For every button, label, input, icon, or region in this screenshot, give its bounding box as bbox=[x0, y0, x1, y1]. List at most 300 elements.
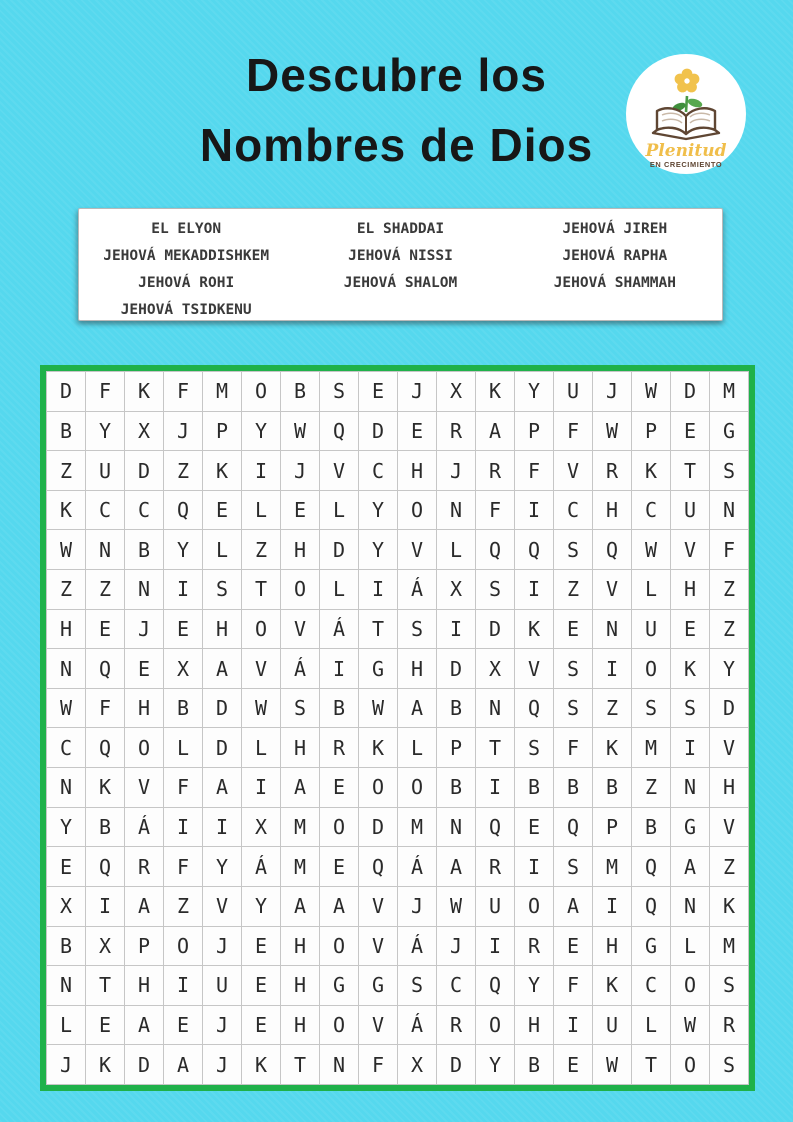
grid-cell: I bbox=[437, 610, 476, 650]
grid-cell: X bbox=[437, 570, 476, 610]
grid-cell: H bbox=[281, 1006, 320, 1046]
grid-cell: H bbox=[125, 966, 164, 1006]
grid-cell: Z bbox=[710, 570, 749, 610]
grid-cell: Y bbox=[710, 649, 749, 689]
grid-cell: Y bbox=[203, 847, 242, 887]
grid-cell: J bbox=[398, 887, 437, 927]
grid-cell: N bbox=[86, 530, 125, 570]
grid-cell: R bbox=[515, 927, 554, 967]
grid-cell: U bbox=[554, 372, 593, 412]
grid-cell: K bbox=[242, 1045, 281, 1085]
grid-cell: X bbox=[476, 649, 515, 689]
grid-cell: I bbox=[476, 927, 515, 967]
grid-cell: R bbox=[476, 847, 515, 887]
grid-cell: F bbox=[710, 530, 749, 570]
grid-cell: Q bbox=[476, 966, 515, 1006]
grid-cell: V bbox=[710, 808, 749, 848]
grid-cell: E bbox=[320, 768, 359, 808]
logo-graphic bbox=[624, 52, 748, 176]
grid-cell: F bbox=[164, 847, 203, 887]
grid-cell: D bbox=[203, 689, 242, 729]
grid-cell: Q bbox=[164, 491, 203, 531]
grid-cell: I bbox=[593, 887, 632, 927]
grid-cell: Z bbox=[554, 570, 593, 610]
puzzle-frame bbox=[40, 365, 755, 1091]
grid-cell: Q bbox=[593, 530, 632, 570]
grid-cell: K bbox=[47, 491, 86, 531]
grid-cell: L bbox=[242, 491, 281, 531]
grid-cell: H bbox=[203, 610, 242, 650]
grid-cell: F bbox=[164, 372, 203, 412]
grid-cell: S bbox=[203, 570, 242, 610]
grid-cell: Q bbox=[632, 847, 671, 887]
grid-cell: Q bbox=[515, 689, 554, 729]
grid-cell: O bbox=[476, 1006, 515, 1046]
grid-cell: D bbox=[476, 610, 515, 650]
grid-cell: R bbox=[125, 847, 164, 887]
grid-cell: V bbox=[398, 530, 437, 570]
grid-cell: G bbox=[632, 927, 671, 967]
grid-cell: J bbox=[593, 372, 632, 412]
grid-cell: K bbox=[593, 728, 632, 768]
grid-cell: S bbox=[554, 689, 593, 729]
grid-cell: Á bbox=[242, 847, 281, 887]
grid-cell: C bbox=[632, 491, 671, 531]
grid-cell: W bbox=[281, 412, 320, 452]
grid-cell: O bbox=[320, 1006, 359, 1046]
grid-cell: L bbox=[632, 570, 671, 610]
grid-cell: H bbox=[593, 927, 632, 967]
grid-cell: M bbox=[710, 927, 749, 967]
word-item: EL ELYON bbox=[151, 221, 222, 237]
grid-cell: F bbox=[164, 768, 203, 808]
grid-cell: T bbox=[671, 451, 710, 491]
grid-cell: H bbox=[47, 610, 86, 650]
word-item: JEHOVÁ NISSI bbox=[348, 248, 453, 264]
grid-cell: B bbox=[47, 927, 86, 967]
grid-cell: N bbox=[47, 966, 86, 1006]
grid-cell: R bbox=[710, 1006, 749, 1046]
grid-cell: Á bbox=[281, 649, 320, 689]
grid-cell: D bbox=[125, 451, 164, 491]
grid-cell: W bbox=[671, 1006, 710, 1046]
grid-cell: D bbox=[437, 649, 476, 689]
grid-cell: X bbox=[164, 649, 203, 689]
grid-cell: O bbox=[242, 610, 281, 650]
grid-cell: F bbox=[554, 412, 593, 452]
grid-cell: F bbox=[554, 966, 593, 1006]
grid-cell: F bbox=[554, 728, 593, 768]
grid-cell: E bbox=[671, 412, 710, 452]
grid-cell: B bbox=[554, 768, 593, 808]
grid-cell: A bbox=[203, 768, 242, 808]
grid-cell: R bbox=[476, 451, 515, 491]
grid-cell: H bbox=[398, 649, 437, 689]
grid-cell: O bbox=[398, 768, 437, 808]
grid-cell: A bbox=[125, 1006, 164, 1046]
grid-cell: N bbox=[671, 768, 710, 808]
grid-cell: Z bbox=[593, 689, 632, 729]
grid-cell: Q bbox=[554, 808, 593, 848]
grid-cell: J bbox=[437, 451, 476, 491]
grid-cell: O bbox=[671, 966, 710, 1006]
grid-cell: P bbox=[437, 728, 476, 768]
grid-cell: F bbox=[476, 491, 515, 531]
grid-cell: Y bbox=[242, 412, 281, 452]
word-item: JEHOVÁ SHAMMAH bbox=[553, 275, 676, 291]
grid-cell: N bbox=[710, 491, 749, 531]
grid-cell: N bbox=[437, 808, 476, 848]
grid-cell: R bbox=[320, 728, 359, 768]
grid-cell: A bbox=[281, 887, 320, 927]
grid-cell: T bbox=[281, 1045, 320, 1085]
grid-cell: Z bbox=[632, 768, 671, 808]
grid-cell: H bbox=[710, 768, 749, 808]
grid-cell: L bbox=[632, 1006, 671, 1046]
grid-cell: Z bbox=[164, 451, 203, 491]
grid-cell: P bbox=[515, 412, 554, 452]
grid-cell: N bbox=[125, 570, 164, 610]
grid-cell: K bbox=[710, 887, 749, 927]
grid-cell: W bbox=[632, 530, 671, 570]
page-title-line1: Descubre los bbox=[246, 49, 547, 101]
grid-cell: E bbox=[398, 412, 437, 452]
grid-cell: I bbox=[242, 451, 281, 491]
grid-cell: S bbox=[476, 570, 515, 610]
grid-cell: L bbox=[320, 570, 359, 610]
grid-cell: N bbox=[47, 768, 86, 808]
grid-cell: B bbox=[515, 1045, 554, 1085]
grid-cell: K bbox=[125, 372, 164, 412]
grid-cell: A bbox=[398, 689, 437, 729]
grid-cell: E bbox=[86, 610, 125, 650]
grid-cell: S bbox=[554, 649, 593, 689]
grid-cell: Y bbox=[359, 491, 398, 531]
grid-cell: B bbox=[47, 412, 86, 452]
grid-cell: O bbox=[242, 372, 281, 412]
grid-cell: V bbox=[242, 649, 281, 689]
grid-cell: A bbox=[281, 768, 320, 808]
grid-cell: Y bbox=[164, 530, 203, 570]
plenitud-logo bbox=[624, 52, 748, 176]
grid-cell: I bbox=[203, 808, 242, 848]
grid-cell: T bbox=[359, 610, 398, 650]
grid-cell: V bbox=[515, 649, 554, 689]
grid-cell: D bbox=[203, 728, 242, 768]
grid-cell: D bbox=[437, 1045, 476, 1085]
grid-cell: E bbox=[359, 372, 398, 412]
grid-cell: A bbox=[476, 412, 515, 452]
grid-cell: S bbox=[710, 966, 749, 1006]
grid-cell: T bbox=[86, 966, 125, 1006]
grid-cell: L bbox=[671, 927, 710, 967]
grid-cell: X bbox=[242, 808, 281, 848]
grid-cell: Q bbox=[515, 530, 554, 570]
grid-cell: Á bbox=[125, 808, 164, 848]
grid-cell: Q bbox=[86, 847, 125, 887]
grid-cell: N bbox=[320, 1045, 359, 1085]
grid-cell: D bbox=[320, 530, 359, 570]
grid-cell: V bbox=[359, 887, 398, 927]
word-list-column-1 bbox=[79, 216, 293, 320]
grid-cell: K bbox=[86, 768, 125, 808]
grid-cell: Y bbox=[242, 887, 281, 927]
grid-cell: B bbox=[320, 689, 359, 729]
grid-cell: M bbox=[203, 372, 242, 412]
grid-cell: L bbox=[203, 530, 242, 570]
grid-cell: A bbox=[671, 847, 710, 887]
word-item: JEHOVÁ ROHI bbox=[138, 275, 235, 291]
word-item: JEHOVÁ MEKADDISHKEM bbox=[103, 248, 270, 264]
grid-cell: G bbox=[359, 649, 398, 689]
grid-cell: I bbox=[86, 887, 125, 927]
grid-cell: D bbox=[359, 808, 398, 848]
grid-cell: Z bbox=[164, 887, 203, 927]
grid-cell: X bbox=[398, 1045, 437, 1085]
grid-cell: X bbox=[125, 412, 164, 452]
grid-cell: J bbox=[125, 610, 164, 650]
grid-cell: Á bbox=[320, 610, 359, 650]
grid-cell: E bbox=[320, 847, 359, 887]
grid-cell: R bbox=[437, 412, 476, 452]
grid-cell: O bbox=[320, 808, 359, 848]
grid-cell: K bbox=[359, 728, 398, 768]
grid-cell: Á bbox=[398, 1006, 437, 1046]
logo-brand-text: Plenitud bbox=[645, 141, 727, 161]
grid-cell: N bbox=[671, 887, 710, 927]
grid-cell: V bbox=[554, 451, 593, 491]
grid-cell: N bbox=[593, 610, 632, 650]
grid-cell: O bbox=[125, 728, 164, 768]
word-item: EL SHADDAI bbox=[356, 221, 445, 237]
word-item: JEHOVÁ TSIDKENU bbox=[120, 302, 252, 318]
grid-cell: S bbox=[320, 372, 359, 412]
grid-cell: H bbox=[281, 966, 320, 1006]
grid-cell: J bbox=[203, 1006, 242, 1046]
grid-cell: O bbox=[281, 570, 320, 610]
grid-cell: D bbox=[125, 1045, 164, 1085]
grid-cell: L bbox=[320, 491, 359, 531]
grid-cell: V bbox=[125, 768, 164, 808]
grid-cell: H bbox=[515, 1006, 554, 1046]
grid-cell: Á bbox=[398, 570, 437, 610]
grid-cell: K bbox=[671, 649, 710, 689]
grid-cell: V bbox=[671, 530, 710, 570]
grid-cell: A bbox=[437, 847, 476, 887]
grid-cell: Q bbox=[86, 649, 125, 689]
grid-cell: W bbox=[632, 372, 671, 412]
grid-cell: I bbox=[515, 570, 554, 610]
grid-cell: S bbox=[554, 847, 593, 887]
grid-cell: E bbox=[47, 847, 86, 887]
grid-cell: M bbox=[710, 372, 749, 412]
grid-cell: O bbox=[671, 1045, 710, 1085]
grid-cell: Q bbox=[320, 412, 359, 452]
grid-cell: W bbox=[437, 887, 476, 927]
grid-cell: P bbox=[593, 808, 632, 848]
grid-cell: B bbox=[632, 808, 671, 848]
grid-cell: B bbox=[515, 768, 554, 808]
grid-cell: J bbox=[281, 451, 320, 491]
grid-cell: G bbox=[710, 412, 749, 452]
grid-cell: R bbox=[437, 1006, 476, 1046]
grid-cell: K bbox=[593, 966, 632, 1006]
grid-cell: H bbox=[671, 570, 710, 610]
grid-cell: D bbox=[359, 412, 398, 452]
grid-cell: O bbox=[320, 927, 359, 967]
grid-cell: B bbox=[437, 689, 476, 729]
grid-cell: J bbox=[164, 412, 203, 452]
grid-cell: S bbox=[671, 689, 710, 729]
grid-cell: Y bbox=[476, 1045, 515, 1085]
grid-cell: Y bbox=[515, 966, 554, 1006]
word-item: JEHOVÁ JIREH bbox=[562, 221, 668, 237]
grid-cell: Á bbox=[398, 927, 437, 967]
grid-cell: W bbox=[359, 689, 398, 729]
word-item: JEHOVÁ RAPHA bbox=[562, 248, 668, 264]
grid-cell: C bbox=[86, 491, 125, 531]
grid-cell: F bbox=[86, 372, 125, 412]
grid-cell: E bbox=[515, 808, 554, 848]
grid-cell: C bbox=[437, 966, 476, 1006]
grid-cell: E bbox=[554, 927, 593, 967]
grid-cell: E bbox=[242, 1006, 281, 1046]
grid-cell: F bbox=[515, 451, 554, 491]
grid-cell: U bbox=[671, 491, 710, 531]
grid-cell: B bbox=[281, 372, 320, 412]
grid-cell: G bbox=[320, 966, 359, 1006]
grid-cell: I bbox=[593, 649, 632, 689]
logo-tagline-text: EN CRECIMIENTO bbox=[649, 160, 723, 169]
grid-cell: P bbox=[125, 927, 164, 967]
grid-cell: E bbox=[281, 491, 320, 531]
grid-cell: Z bbox=[710, 847, 749, 887]
grid-cell: K bbox=[515, 610, 554, 650]
grid-cell: H bbox=[593, 491, 632, 531]
grid-cell: I bbox=[554, 1006, 593, 1046]
grid-cell: H bbox=[281, 927, 320, 967]
grid-cell: K bbox=[632, 451, 671, 491]
grid-cell: F bbox=[86, 689, 125, 729]
grid-cell: Y bbox=[515, 372, 554, 412]
letter-grid bbox=[46, 371, 749, 1085]
grid-cell: S bbox=[398, 966, 437, 1006]
grid-cell: A bbox=[203, 649, 242, 689]
grid-cell: Q bbox=[359, 847, 398, 887]
grid-cell: E bbox=[203, 491, 242, 531]
page-title-line2: Nombres de Dios bbox=[199, 119, 594, 171]
grid-cell: M bbox=[593, 847, 632, 887]
grid-cell: M bbox=[281, 808, 320, 848]
grid-cell: M bbox=[398, 808, 437, 848]
grid-cell: W bbox=[593, 1045, 632, 1085]
grid-cell: S bbox=[554, 530, 593, 570]
grid-cell: V bbox=[281, 610, 320, 650]
grid-cell: J bbox=[398, 372, 437, 412]
grid-cell: E bbox=[242, 966, 281, 1006]
grid-cell: M bbox=[281, 847, 320, 887]
grid-cell: T bbox=[242, 570, 281, 610]
grid-cell: U bbox=[476, 887, 515, 927]
grid-cell: I bbox=[515, 847, 554, 887]
grid-cell: W bbox=[47, 530, 86, 570]
grid-cell: H bbox=[281, 728, 320, 768]
grid-cell: C bbox=[554, 491, 593, 531]
grid-cell: E bbox=[554, 1045, 593, 1085]
grid-cell: A bbox=[320, 887, 359, 927]
grid-cell: N bbox=[476, 689, 515, 729]
grid-cell: S bbox=[710, 451, 749, 491]
grid-cell: W bbox=[47, 689, 86, 729]
grid-cell: P bbox=[632, 412, 671, 452]
grid-cell: G bbox=[671, 808, 710, 848]
grid-cell: H bbox=[281, 530, 320, 570]
grid-cell: U bbox=[593, 1006, 632, 1046]
grid-cell: Q bbox=[632, 887, 671, 927]
grid-cell: N bbox=[437, 491, 476, 531]
grid-cell: K bbox=[203, 451, 242, 491]
word-list-column-3 bbox=[508, 216, 722, 320]
grid-cell: Q bbox=[476, 808, 515, 848]
grid-cell: S bbox=[710, 1045, 749, 1085]
grid-cell: Q bbox=[86, 728, 125, 768]
grid-cell: E bbox=[164, 610, 203, 650]
grid-cell: P bbox=[203, 412, 242, 452]
grid-cell: V bbox=[593, 570, 632, 610]
grid-cell: T bbox=[476, 728, 515, 768]
word-item: JEHOVÁ SHALOM bbox=[343, 275, 458, 291]
grid-cell: A bbox=[554, 887, 593, 927]
grid-cell: Z bbox=[47, 451, 86, 491]
grid-cell: L bbox=[437, 530, 476, 570]
grid-cell: J bbox=[203, 927, 242, 967]
grid-cell: C bbox=[125, 491, 164, 531]
grid-cell: U bbox=[632, 610, 671, 650]
grid-cell: I bbox=[671, 728, 710, 768]
grid-cell: W bbox=[593, 412, 632, 452]
grid-cell: K bbox=[86, 1045, 125, 1085]
grid-cell: T bbox=[632, 1045, 671, 1085]
grid-cell: I bbox=[164, 570, 203, 610]
grid-cell: O bbox=[632, 649, 671, 689]
grid-cell: I bbox=[359, 570, 398, 610]
grid-cell: A bbox=[164, 1045, 203, 1085]
grid-cell: X bbox=[47, 887, 86, 927]
grid-cell: I bbox=[164, 808, 203, 848]
grid-cell: F bbox=[359, 1045, 398, 1085]
grid-cell: X bbox=[86, 927, 125, 967]
grid-cell: U bbox=[203, 966, 242, 1006]
grid-cell: N bbox=[47, 649, 86, 689]
grid-cell: D bbox=[710, 689, 749, 729]
grid-cell: H bbox=[398, 451, 437, 491]
grid-cell: Y bbox=[47, 808, 86, 848]
grid-cell: V bbox=[320, 451, 359, 491]
grid-cell: O bbox=[164, 927, 203, 967]
grid-cell: H bbox=[125, 689, 164, 729]
grid-cell: O bbox=[515, 887, 554, 927]
grid-cell: D bbox=[47, 372, 86, 412]
grid-cell: Z bbox=[86, 570, 125, 610]
grid-cell: J bbox=[203, 1045, 242, 1085]
word-list bbox=[78, 208, 723, 321]
grid-cell: V bbox=[359, 927, 398, 967]
grid-cell: Z bbox=[242, 530, 281, 570]
grid-cell: B bbox=[437, 768, 476, 808]
grid-cell: I bbox=[164, 966, 203, 1006]
grid-cell: E bbox=[671, 610, 710, 650]
grid-cell: L bbox=[47, 1006, 86, 1046]
